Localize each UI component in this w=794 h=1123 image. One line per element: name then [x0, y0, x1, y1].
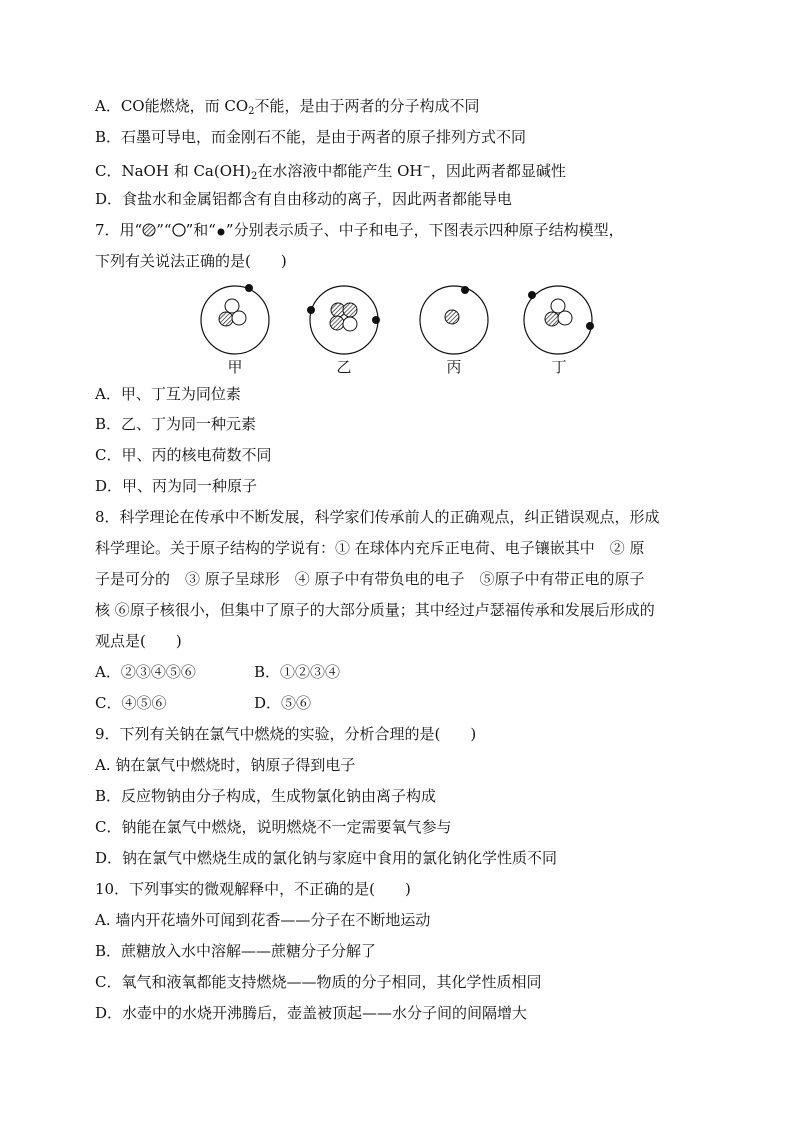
caption-bing: 丙 — [446, 358, 462, 376]
proton-icon — [142, 223, 156, 237]
q7-option-d: D．甲、丙为同一种原子 — [95, 477, 258, 495]
q6-option-b: B．石墨可导电，而金刚石不能，是由于两者的原子排列方式不同 — [95, 128, 527, 146]
q6-option-a: A．CO能燃烧，而 $CO_2$不能，是由于两者的分子构成不同 — [95, 97, 480, 117]
atom-model-ding — [524, 286, 594, 354]
q6-option-d: D．食盐水和金属铝都含有自由移动的离子，因此两者都能导电 — [95, 190, 513, 208]
electron-icon — [216, 223, 226, 237]
q10-option-d: D．水壶中的水烧开沸腾后，壶盖被顶起——水分子间的间隔增大 — [95, 1004, 528, 1022]
atom-model-jia — [201, 284, 269, 354]
q10-stem: 10．下列事实的微观解释中，不正确的是( ) — [95, 880, 411, 898]
q9-option-a: A. 钠在氯气中燃烧时，钠原子得到电子 — [95, 756, 356, 774]
q7-option-b: B．乙、丁为同一种元素 — [95, 415, 257, 433]
q7-option-a: A．甲、丁互为同位素 — [95, 385, 241, 403]
q10-option-c: C．氧气和液氧都能支持燃烧——物质的分子相同，其化学性质相同 — [95, 973, 542, 991]
q8-stem-line4: 核 ⑥原子核很小，但集中了原子的大部分质量；其中经过卢瑟福传承和发展后形成的 — [95, 601, 655, 619]
q8-stem-line5: 观点是( ) — [95, 632, 182, 650]
q9-stem: 9．下列有关钠在氯气中燃烧的实验，分析合理的是( ) — [95, 725, 477, 743]
atom-model-yi — [307, 286, 380, 354]
q7-stem-line2: 下列有关说法正确的是( ) — [95, 252, 287, 270]
q8-option-c: C．④⑤⑥ — [95, 694, 167, 712]
atom-model-bing — [420, 286, 488, 354]
q10-option-b: B．蔗糖放入水中溶解——蔗糖分子分解了 — [95, 942, 377, 960]
q10-option-a: A. 墙内开花墙外可闻到花香——分子在不断地运动 — [95, 911, 431, 929]
q8-option-a: A．②③④⑤⑥ — [95, 663, 196, 681]
q8-stem-line2: 科学理论。关于原子结构的学说有：① 在球体内充斥正电荷、电子镶嵌其中 ② 原 — [95, 539, 645, 557]
neutron-icon — [172, 223, 186, 237]
q7-option-c: C．甲、丙的核电荷数不同 — [95, 446, 272, 464]
q8-stem-line3: 子是可分的 ③ 原子呈球形 ④ 原子中有带负电的电子 ⑤原子中有带正电的原子 — [95, 570, 645, 588]
q6-option-c: C．NaOH 和 $Ca(OH)_2$在水溶液中都能产生 OH−，因此两者都显碱性 — [95, 162, 566, 182]
q8-option-d: D．⑤⑥ — [254, 694, 312, 712]
q9-option-c: C．钠能在氯气中燃烧，说明燃烧不一定需要氧气参与 — [95, 818, 452, 836]
q8-stem-line1: 8．科学理论在传承中不断发展，科学家们传承前人的正确观点，纠正错误观点，形成 — [95, 508, 660, 526]
q7-stem: 7．用“ ”“ ”和“ ”分别表示质子、中子和电子，下图表示四种原子结构模型， — [95, 221, 624, 239]
q8-option-b: B．①②③④ — [254, 663, 341, 681]
caption-jia: 甲 — [227, 358, 243, 376]
caption-ding: 丁 — [551, 358, 567, 376]
caption-yi: 乙 — [336, 358, 352, 376]
q9-option-d: D．钠在氯气中燃烧生成的氯化钠与家庭中食用的氯化钠化学性质不同 — [95, 849, 558, 867]
q9-option-b: B．反应物钠由分子构成，生成物氯化钠由离子构成 — [95, 787, 437, 805]
